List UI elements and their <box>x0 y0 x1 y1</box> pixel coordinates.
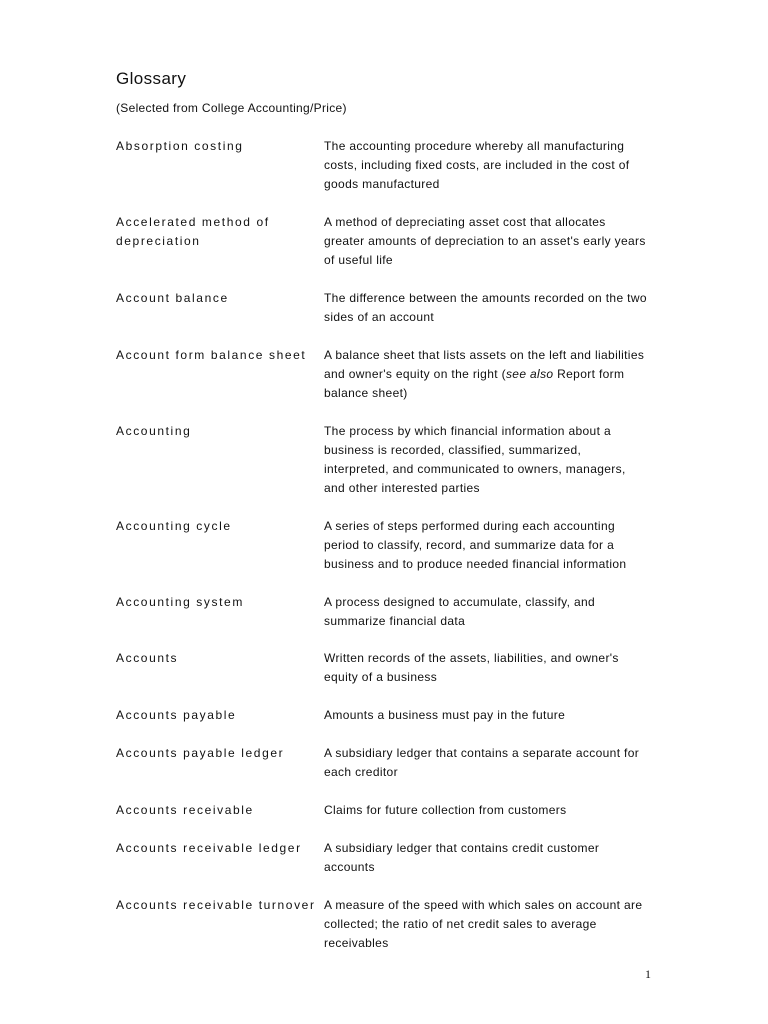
glossary-term <box>116 896 316 915</box>
page-number: 1 <box>645 967 651 981</box>
definition-line: period to classify, record, and summarize data for a <box>324 538 615 552</box>
glossary-term <box>116 801 316 820</box>
glossary-term <box>116 137 316 156</box>
definition-line: each creditor <box>324 765 398 779</box>
term-line: Accounts receivable ledger <box>116 841 302 855</box>
definition-line: interpreted, and communicated to owners, managers, <box>324 462 626 476</box>
definition-line: A method of depreciating asset cost that allocates <box>324 215 606 229</box>
definition-text: and owner's equity on the right ( <box>324 367 506 381</box>
term-line: Account balance <box>116 291 229 305</box>
glossary-term <box>116 649 316 668</box>
definition-line: of useful life <box>324 253 393 267</box>
term-line: Accelerated method of <box>116 215 270 229</box>
term-line: depreciation <box>116 234 201 248</box>
definition-line: costs, including fixed costs, are included in the cost of <box>324 158 630 172</box>
glossary-definition <box>324 422 664 498</box>
glossary-term <box>116 839 316 858</box>
definition-line: goods manufactured <box>324 177 440 191</box>
definition-line: The accounting procedure whereby all manufacturing <box>324 139 625 153</box>
glossary-definition <box>324 213 664 270</box>
glossary-definition <box>324 346 664 403</box>
glossary-term <box>116 593 316 612</box>
term-line: Accounting system <box>116 595 244 609</box>
glossary-term <box>116 289 316 308</box>
definition-line: Written records of the assets, liabilities, and owner's <box>324 651 619 665</box>
definition-line: summarize financial data <box>324 614 466 628</box>
glossary-term <box>116 346 316 365</box>
term-line: Accounting cycle <box>116 519 232 533</box>
glossary-definition <box>324 593 664 631</box>
term-line: Account form balance sheet <box>116 348 307 362</box>
definition-line: A subsidiary ledger that contains credit customer <box>324 841 600 855</box>
definition-line: equity of a business <box>324 670 438 684</box>
definition-line: The difference between the amounts recorded on the two <box>324 291 647 305</box>
glossary-definition <box>324 839 664 877</box>
glossary-term <box>116 517 316 536</box>
definition-line: sides of an account <box>324 310 435 324</box>
term-line: Accounting <box>116 424 192 438</box>
term-line: Accounts receivable <box>116 803 254 817</box>
glossary-definition <box>324 517 664 574</box>
definition-line: business and to produce needed financial information <box>324 557 627 571</box>
glossary-definition <box>324 896 664 953</box>
term-line: Accounts payable ledger <box>116 746 285 760</box>
definition-line: and other interested parties <box>324 481 480 495</box>
page-title: Glossary <box>116 69 187 88</box>
definition-line: A balance sheet that lists assets on the left and liabilities <box>324 348 645 362</box>
term-line: Absorption costing <box>116 139 244 153</box>
glossary-definition <box>324 649 664 687</box>
definition-line: greater amounts of depreciation to an asset's early years <box>324 234 646 248</box>
page-subtitle: (Selected from College Accounting/Price) <box>116 101 347 115</box>
definition-line: A series of steps performed during each accounting <box>324 519 615 533</box>
glossary-definition <box>324 744 664 782</box>
glossary-term <box>116 744 316 763</box>
definition-line: The process by which financial information about a <box>324 424 611 438</box>
term-line: Accounts <box>116 651 179 665</box>
term-line: Accounts payable <box>116 708 237 722</box>
definition-line: A measure of the speed with which sales on account are <box>324 898 643 912</box>
definition-line: collected; the ratio of net credit sales to average <box>324 917 597 931</box>
definition-italic-text: see also <box>505 367 554 381</box>
definition-text: Report form <box>553 367 625 381</box>
definition-line: business is recorded, classified, summarized, <box>324 443 582 457</box>
glossary-term <box>116 422 316 441</box>
glossary-definition <box>324 801 664 820</box>
glossary-definition <box>324 289 664 327</box>
glossary-definition <box>324 137 664 194</box>
definition-line: accounts <box>324 860 375 874</box>
definition-line: Claims for future collection from customers <box>324 803 567 817</box>
glossary-term <box>116 706 316 725</box>
definition-line: Amounts a business must pay in the future <box>324 708 566 722</box>
definition-line: A subsidiary ledger that contains a separate account for <box>324 746 640 760</box>
definition-line: receivables <box>324 936 389 950</box>
glossary-definition <box>324 706 664 725</box>
glossary-term <box>116 213 316 251</box>
definition-line: balance sheet) <box>324 386 408 400</box>
definition-line: A process designed to accumulate, classify, and <box>324 595 596 609</box>
term-line: Accounts receivable turnover <box>116 898 316 912</box>
definition-line <box>324 365 664 384</box>
